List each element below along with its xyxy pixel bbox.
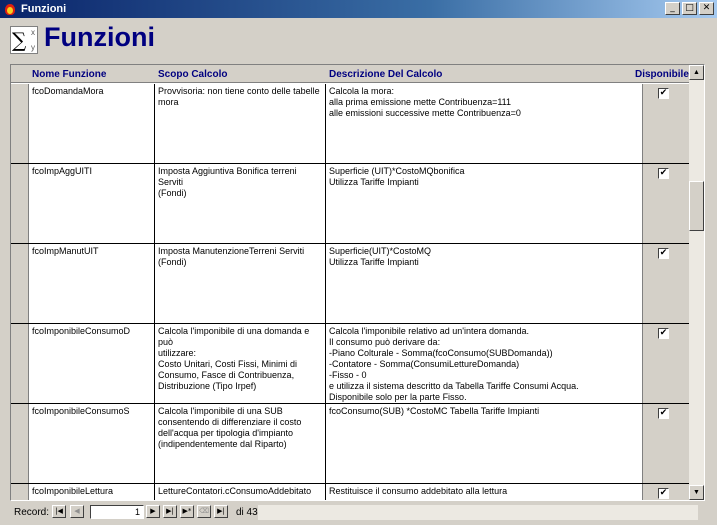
nome-funzione-cell[interactable]: fcoDomandaMora	[30, 84, 155, 163]
disponibile-cell	[642, 324, 690, 403]
column-header-scopo[interactable]: Scopo Calcolo	[158, 69, 228, 80]
window-titlebar[interactable]	[0, 0, 717, 18]
descrizione-cell[interactable]: Superficie (UIT)*CostoMQbonifica Utilizza Tariffe Impianti	[329, 166, 465, 187]
first-record-icon[interactable]: |◀	[52, 505, 66, 518]
scroll-thumb[interactable]	[689, 181, 704, 231]
nome-funzione-cell[interactable]: fcoImponibileConsumoD	[30, 324, 155, 403]
record-navigation-bar	[0, 502, 717, 525]
record-count: di 43	[236, 507, 258, 518]
disponibile-cell	[642, 404, 690, 483]
nome-funzione-cell[interactable]: fcoImpManutUIT	[30, 244, 155, 323]
record-selector[interactable]	[11, 84, 29, 163]
disponibile-cell	[642, 244, 690, 323]
disponibile-checkbox[interactable]: ✔	[659, 88, 668, 98]
disponibile-cell	[642, 484, 690, 501]
scopo-calcolo-cell[interactable]: Calcola l'imponibile di una SUB consentendo di differenziare il costo dell'acqua per tipologia d'impianto (indipendentemente dal Riparto)	[156, 404, 326, 483]
nome-funzione-cell[interactable]: fcoImpAggUITI	[30, 164, 155, 243]
vertical-scrollbar[interactable]	[689, 65, 704, 500]
previous-record-icon[interactable]: ◀	[70, 505, 84, 518]
scopo-calcolo-cell[interactable]: Calcola l'imponibile di una domanda e può utilizzare: Costo Unitari, Costi Fissi, Minimi di Consumo, Fasce di Contribuenza, Distribuzione (Tipo Irpef)	[156, 324, 326, 403]
descrizione-cell[interactable]: Superficie(UIT)*CostoMQ Utilizza Tariffe Impianti	[329, 246, 432, 267]
close-button[interactable]: ✕	[699, 2, 714, 15]
scopo-calcolo-cell[interactable]: LettureContatori.cConsumoAddebitato	[156, 484, 326, 501]
scopo-calcolo-cell[interactable]: Imposta ManutenzioneTerreni Serviti (Fondi)	[156, 244, 326, 323]
record-selector[interactable]	[11, 324, 29, 403]
descrizione-cell[interactable]: Calcola l'imponibile relativo ad un'intera domanda. Il consumo può derivare da: -Piano Colturale - Somma(fcoConsumo(SUBDomanda)) -Contatore - Somma(ConsumiLettureDomanda) -Fisso - 0 e utilizza il sistema descritto da Tabella Tariffe Consumi Acqua. Disponibile solo per la parte Fisso.	[329, 326, 579, 402]
column-header-disponibile[interactable]: Disponibile	[635, 69, 689, 80]
column-header-nome[interactable]: Nome Funzione	[32, 69, 107, 80]
table-row[interactable]	[11, 244, 690, 324]
descrizione-cell[interactable]: fcoConsumo(SUB) *CostoMC Tabella Tariffe Impianti	[329, 406, 540, 416]
disponibile-checkbox[interactable]: ✔	[659, 168, 668, 178]
record-selector[interactable]	[11, 484, 29, 501]
table-row[interactable]	[11, 164, 690, 244]
new-record-icon[interactable]: ▶*	[180, 505, 194, 518]
current-record-field[interactable]: 1	[90, 505, 144, 519]
disponibile-cell	[642, 84, 690, 163]
last-record-icon[interactable]: ▶|	[163, 505, 177, 518]
disponibile-checkbox[interactable]: ✔	[659, 488, 668, 498]
scroll-down-icon[interactable]: ▼	[689, 485, 704, 500]
delete-record-icon[interactable]: ⌫	[197, 505, 211, 518]
descrizione-cell[interactable]: Restituisce il consumo addebitato alla lettura	[329, 486, 508, 496]
form-title: Funzioni	[44, 22, 155, 52]
record-selector[interactable]	[11, 404, 29, 483]
disponibile-checkbox[interactable]: ✔	[659, 328, 668, 338]
column-header-descrizione[interactable]: Descrizione Del Calcolo	[329, 69, 443, 80]
maximize-button[interactable]: □	[682, 2, 697, 15]
nome-funzione-cell[interactable]: fcoImponibileLettura	[30, 484, 155, 501]
record-label: Record:	[14, 507, 50, 518]
window-title: Funzioni	[21, 3, 67, 15]
app-icon[interactable]	[3, 2, 17, 16]
scopo-calcolo-cell[interactable]: Imposta Aggiuntiva Bonifica terreni Serviti (Fondi)	[156, 164, 326, 243]
filter-record-icon[interactable]: ▶|	[214, 505, 228, 518]
horizontal-scrollbar[interactable]	[258, 505, 698, 520]
scroll-up-icon[interactable]: ▲	[689, 65, 704, 80]
descrizione-cell[interactable]: Calcola la mora: alla prima emissione mette Contribuenza=111 alle emissioni successive mette Contribuenza=0	[329, 86, 521, 118]
disponibile-cell	[642, 164, 690, 243]
disponibile-checkbox[interactable]: ✔	[659, 408, 668, 418]
next-record-icon[interactable]: ▶	[146, 505, 160, 518]
disponibile-checkbox[interactable]: ✔	[659, 248, 668, 258]
column-headers	[11, 65, 690, 83]
scopo-calcolo-cell[interactable]: Provvisoria: non tiene conto delle tabelle mora	[156, 84, 326, 163]
window-controls	[663, 2, 714, 15]
table-row[interactable]	[11, 324, 690, 404]
form-header	[0, 18, 717, 60]
table-row[interactable]	[11, 84, 690, 164]
table-row[interactable]	[11, 484, 690, 501]
record-selector[interactable]	[11, 164, 29, 243]
record-list	[11, 84, 690, 501]
sigma-function-icon: ∑ x y	[10, 26, 38, 54]
nome-funzione-cell[interactable]: fcoImponibileConsumoS	[30, 404, 155, 483]
record-selector[interactable]	[11, 244, 29, 323]
functions-datasheet	[10, 64, 705, 501]
minimize-button[interactable]: _	[665, 2, 680, 15]
table-row[interactable]	[11, 404, 690, 484]
